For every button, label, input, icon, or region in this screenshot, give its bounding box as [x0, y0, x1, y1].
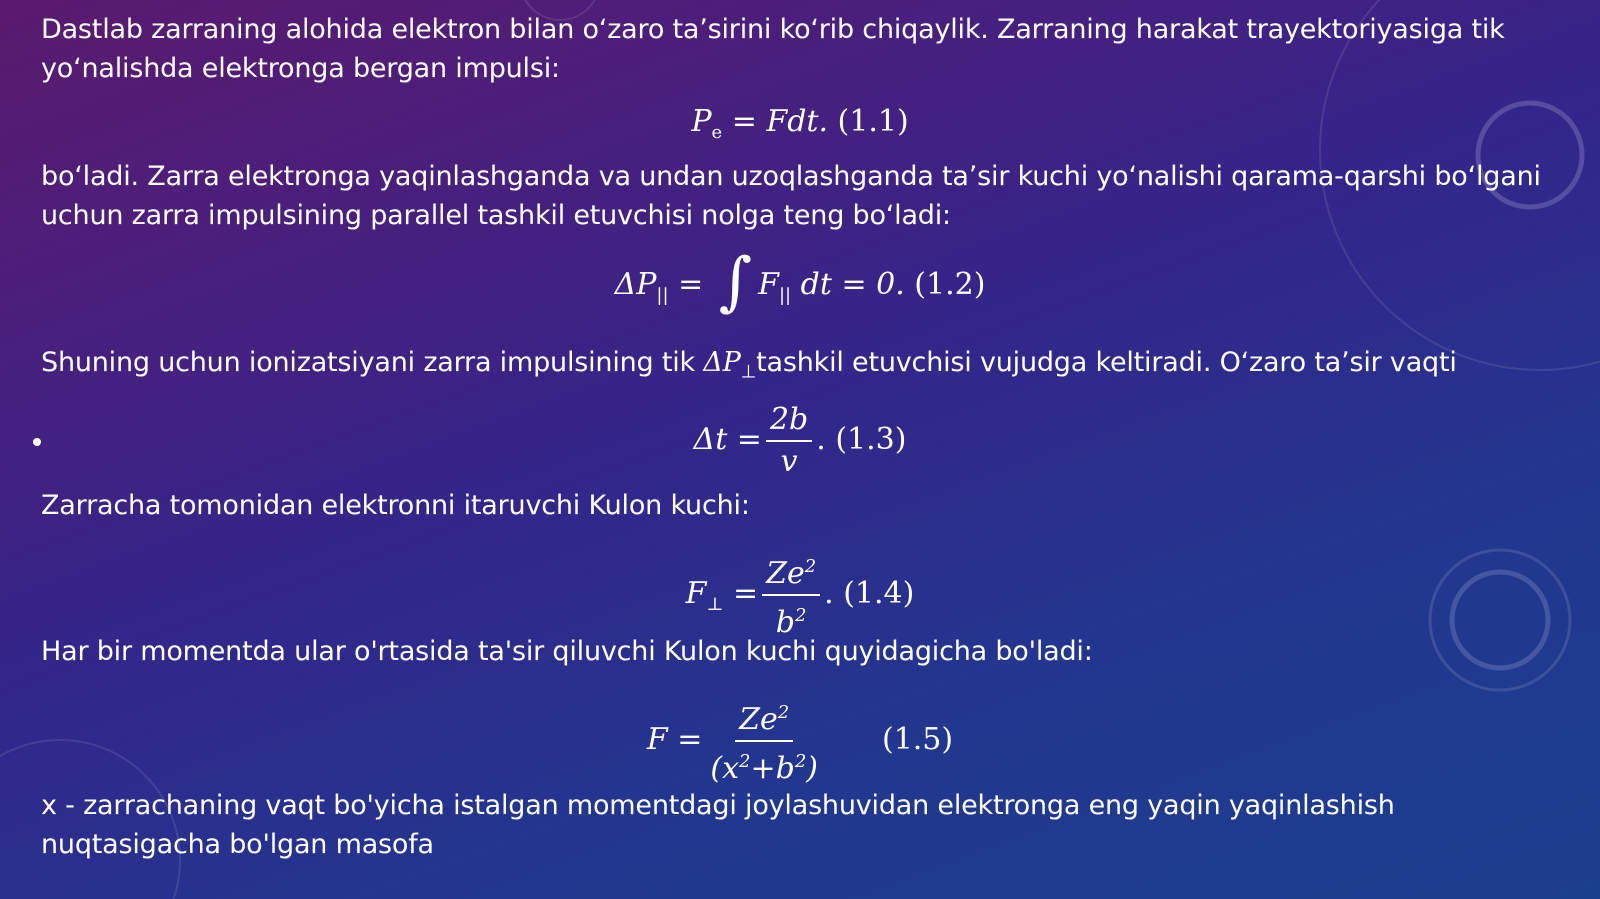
f4-fraction	[762, 549, 820, 641]
paragraph-intro: Dastlab zarraning alohida elektron bilan oʻzaro taʼsirini koʻrib chiqaylik. Zarraning harakat trayektoriyasiga tik yoʻnalishda elektronga bergan impulsi:	[41, 14, 1505, 84]
f4-lhs-sub: ⊥	[706, 594, 724, 615]
f5-den-c: )	[806, 751, 818, 786]
f5-den-sup2: 2	[794, 751, 807, 772]
f5-denominator	[706, 742, 822, 787]
p3-after: tashkil etuvchisi vujudga keltiradi. Oʻzaro taʼsir vaqti	[756, 347, 1457, 378]
f3-denominator: v	[780, 444, 798, 479]
f5-number: (1.5)	[881, 722, 954, 757]
f4-num-base: Ze	[766, 556, 805, 591]
p3-before: Shuning uchun ionizatsiyani zarra impulsining tik	[41, 347, 704, 378]
formula-1-5	[0, 695, 1600, 787]
f2-number: (1.2)	[914, 267, 986, 302]
f3-lhs: Δt =	[693, 422, 762, 457]
f1-number: (1.1)	[837, 104, 909, 139]
f1-lhs: P	[691, 104, 712, 139]
f3-number: . (1.3)	[816, 422, 907, 457]
f2-rest: dt = 0.	[800, 267, 905, 302]
f2-integrand-sub: ||	[778, 285, 792, 306]
f2-lhs-sub: ||	[656, 285, 669, 306]
f5-den-b: +b	[750, 751, 795, 786]
formula-1-4	[0, 549, 1600, 641]
f4-eq: =	[732, 576, 759, 611]
f1-lhs-sub: e	[711, 122, 723, 143]
formula-1-2	[0, 245, 1600, 319]
f2-eq: =	[678, 267, 704, 302]
paragraph-x-definition: x - zarrachaning vaqt bo'yicha istalgan momentdagi joylashuvidan elektronga eng yaqin yaqinlashish nuqtasigacha bo'lgan masofa	[41, 790, 1395, 860]
f3-numerator: 2b	[766, 402, 812, 442]
paragraph-moment-force: Har bir momentda ular o'rtasida ta'sir qiluvchi Kulon kuchi quyidagicha bo'ladi:	[41, 636, 1093, 667]
p3-symbol-sub: ⊥	[740, 361, 757, 383]
f4-numerator	[762, 549, 820, 596]
f4-num-sup: 2	[804, 556, 817, 577]
f2-integrand: F	[758, 267, 779, 302]
f5-den-a: (x	[710, 751, 740, 786]
f5-numerator	[735, 695, 793, 742]
paragraph-parallel: boʻladi. Zarra elektronga yaqinlashganda va undan uzoqlashganda taʼsir kuchi yoʻnalishi qarama-qarshi boʻlgani uchun zarra impulsining parallel tashkil etuvchisi nolga teng boʻladi:	[41, 161, 1541, 231]
f5-num-sup: 2	[777, 702, 790, 723]
f2-lhs: ΔP	[614, 267, 657, 302]
f5-den-sup1: 2	[739, 751, 751, 772]
f4-den-base: b	[775, 605, 795, 640]
integral-sign: ∫	[718, 245, 753, 319]
f5-num-base: Ze	[739, 702, 778, 737]
f1-rhs: = Fdt.	[731, 104, 828, 139]
f5-fraction	[706, 695, 822, 787]
f5-lhs: F =	[646, 722, 703, 757]
f4-number: . (1.4)	[824, 576, 915, 611]
f4-lhs: F	[685, 576, 707, 611]
formula-1-1	[0, 104, 1600, 143]
p3-symbol: ΔP	[703, 347, 741, 378]
paragraph-coulomb-intro: Zarracha tomonidan elektronni itaruvchi Kulon kuchi:	[41, 490, 750, 521]
paragraph-ionization	[41, 343, 1570, 391]
f4-den-sup: 2	[795, 605, 807, 626]
f3-fraction	[766, 402, 812, 480]
formula-1-3	[0, 402, 1600, 480]
